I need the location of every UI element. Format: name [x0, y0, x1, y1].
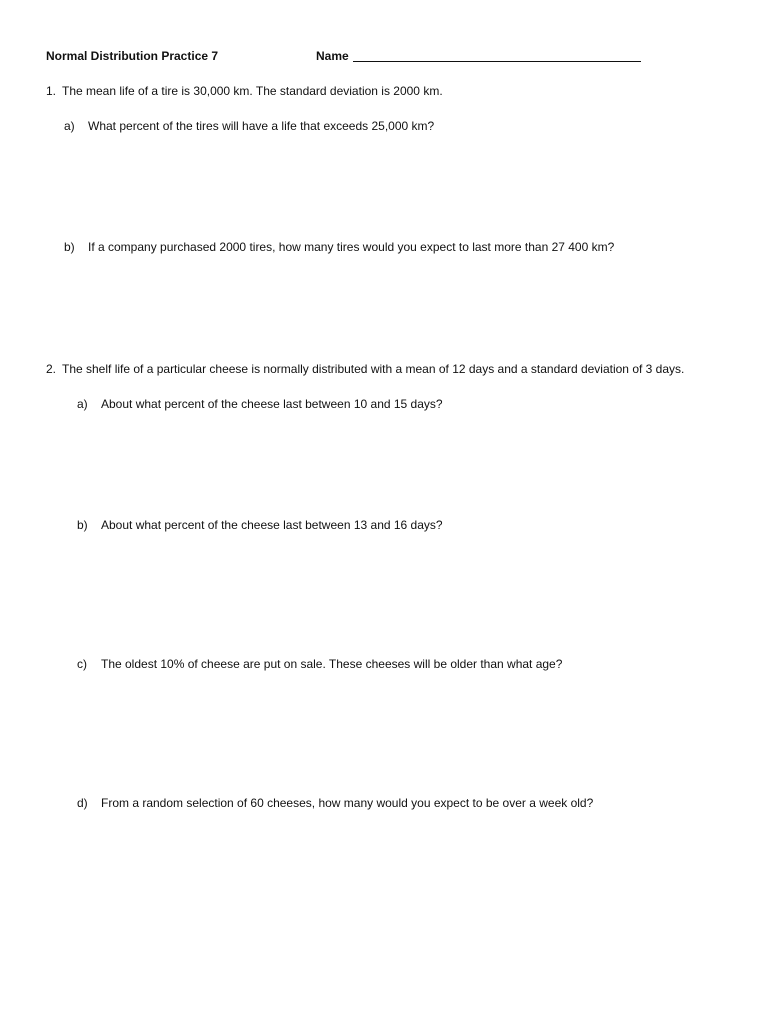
question-2-text: The shelf life of a particular cheese is normally distributed with a mean of 12 days and a standard deviation of 3 days.	[62, 362, 685, 376]
question-2	[46, 362, 684, 376]
question-1	[46, 84, 443, 98]
name-field[interactable]	[316, 49, 641, 63]
question-1-number: 1.	[46, 84, 57, 98]
question-2a-label: a)	[77, 397, 88, 411]
question-2d-text: From a random selection of 60 cheeses, how many would you expect to be over a week old?	[101, 796, 594, 810]
question-1b	[64, 240, 614, 254]
question-2a	[77, 397, 443, 411]
question-1a-text: What percent of the tires will have a life that exceeds 25,000 km?	[88, 119, 435, 133]
question-2c-text: The oldest 10% of cheese are put on sale. These cheeses will be older than what age?	[101, 657, 563, 671]
question-2d	[77, 796, 593, 810]
question-1b-text: If a company purchased 2000 tires, how many tires would you expect to last more than 27 400 km?	[88, 240, 615, 254]
question-1a	[64, 119, 434, 133]
question-2b	[77, 518, 443, 532]
question-2b-text: About what percent of the cheese last between 13 and 16 days?	[101, 518, 443, 532]
question-2-number: 2.	[46, 362, 57, 376]
question-1a-label: a)	[64, 119, 75, 133]
question-1-text: The mean life of a tire is 30,000 km. The standard deviation is 2000 km.	[62, 84, 443, 98]
question-2a-text: About what percent of the cheese last between 10 and 15 days?	[101, 397, 443, 411]
question-2b-label: b)	[77, 518, 88, 532]
question-1b-label: b)	[64, 240, 75, 254]
name-blank-line[interactable]	[353, 61, 641, 62]
question-2c-label: c)	[77, 657, 87, 671]
name-label: Name	[316, 49, 349, 63]
question-2c	[77, 657, 562, 671]
question-2d-label: d)	[77, 796, 88, 810]
worksheet-title: Normal Distribution Practice 7	[46, 49, 219, 63]
